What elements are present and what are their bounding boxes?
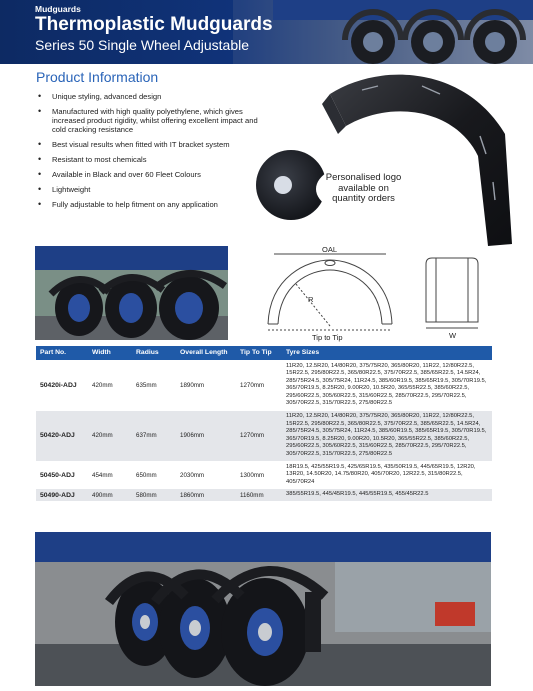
cell-tyre-sizes: 18R19.5, 425/55R19.5, 425/65R19.5, 435/50R19.5, 445/65R19.5, 12R20, 13R20, 14.50R20, 14.75/80R20, 405/70R20, 12R22.5, 315/80R22.5, 405/70R24 [282, 461, 492, 489]
trailer-wheels-photo [35, 246, 228, 340]
column-header-radius: Radius [132, 346, 176, 360]
specification-table [36, 346, 492, 501]
feature-list [38, 92, 268, 215]
personalised-logo-callout: Personalised logo available on quantity orders [316, 163, 411, 215]
table-row [36, 411, 492, 462]
feature-item: • Available in Black and over 60 Fleet Colours [38, 170, 268, 179]
feature-item: • Resistant to most chemicals [38, 155, 268, 164]
feature-item: • Best visual results when fitted with IT bracket system [38, 140, 268, 149]
feature-item: • Fully adjustable to help fitment on any application [38, 200, 268, 209]
mudguard-end-diagram [412, 250, 492, 342]
table-row [36, 360, 492, 411]
table-header-row [36, 346, 492, 360]
column-header-part-no: Part No. [36, 346, 88, 360]
header-truck-image [233, 0, 533, 64]
cell-tyre-sizes: 385/55R19.5, 445/45R19.5, 445/55R19.5, 455/45R22.5 [282, 489, 492, 501]
cell-width: 490mm [88, 489, 132, 501]
diagram-oal-label: OAL [322, 246, 338, 254]
cell-tip-to-tip: 1160mm [236, 489, 282, 501]
column-header-tip-to-tip: Tip To Tip [236, 346, 282, 360]
cell-width: 454mm [88, 461, 132, 489]
table-row [36, 489, 492, 501]
cell-part-no: 50490-ADJ [36, 489, 88, 501]
trailer-mudguards-photo [35, 532, 491, 686]
cell-width: 420mm [88, 411, 132, 462]
feature-item: • Unique styling, advanced design [38, 92, 268, 101]
column-header-overall-length: Overall Length [176, 346, 236, 360]
brand-logo-icon [274, 176, 292, 194]
mudguard-side-diagram [256, 246, 406, 342]
page-subtitle: Series 50 Single Wheel Adjustable [35, 37, 250, 53]
cell-radius: 580mm [132, 489, 176, 501]
cell-tyre-sizes: 11R20, 12.5R20, 14/80R20, 375/75R20, 365/80R20, 11R22, 12/80R22.5, 15R22.5, 295/80R22.5, 365/80R22.5, 375/70R22.5, 385/65R22.5, 14.5R24, 285/75R24.5, 305/75R24, 11R24.5, 385/60R19.5, 385/65R19.5, 305/70R19.5, 365/70R19.5, 8.25R20, 9.00R20, 10.5R20, 365/55R22.5, 385/60R22.5, 295/60R22.5, 305/60R22.5, 315/60R22.5, 285/70R22.5, 295/70R22.5, 305/70R22.5, 315/70R22.5, 275/80R22.5 [282, 411, 492, 462]
cell-overall-length: 1890mm [176, 360, 236, 411]
feature-item: • Manufactured with high quality polyethylene, which gives increased product rigidity, whilst offering excellent impact and cold cracking resistance [38, 107, 268, 134]
diagram-tip-label: Tip to Tip [312, 333, 343, 342]
cell-overall-length: 1860mm [176, 489, 236, 501]
cell-tip-to-tip: 1270mm [236, 411, 282, 462]
column-header-tyre-sizes: Tyre Sizes [282, 346, 492, 360]
cell-tip-to-tip: 1300mm [236, 461, 282, 489]
feature-item: • Lightweight [38, 185, 268, 194]
column-header-width: Width [88, 346, 132, 360]
cell-radius: 635mm [132, 360, 176, 411]
cell-tip-to-tip: 1270mm [236, 360, 282, 411]
section-title-product-info: Product Information [36, 69, 159, 85]
cell-overall-length: 2030mm [176, 461, 236, 489]
cell-overall-length: 1906mm [176, 411, 236, 462]
cell-radius: 650mm [132, 461, 176, 489]
category-label: Mudguards [35, 4, 81, 14]
cell-tyre-sizes: 11R20, 12.5R20, 14/80R20, 375/75R20, 365/80R20, 11R22, 12/80R22.5, 15R22.5, 295/80R22.5, 365/80R22.5, 375/70R22.5, 385/65R22.5, 14.5R24, 285/75R24.5, 305/75R24, 11R24.5, 385/60R19.5, 385/65R19.5, 305/70R19.5, 365/70R19.5, 8.25R20, 9.00R20, 10.5R20, 365/55R22.5, 385/60R22.5, 295/60R22.5, 305/60R22.5, 315/60R22.5, 285/70R22.5, 295/70R22.5, 305/70R22.5, 315/70R22.5, 275/80R22.5 [282, 360, 492, 411]
cell-width: 420mm [88, 360, 132, 411]
cell-radius: 637mm [132, 411, 176, 462]
cell-part-no: 50450-ADJ [36, 461, 88, 489]
diagram-width-label: W [449, 331, 457, 340]
page-title: Thermoplastic Mudguards [35, 14, 273, 35]
cell-part-no: 50420-ADJ [36, 411, 88, 462]
cell-part-no: 50420i-ADJ [36, 360, 88, 411]
diagram-radius-label: R [308, 295, 314, 304]
page-header [0, 0, 533, 64]
table-row [36, 461, 492, 489]
